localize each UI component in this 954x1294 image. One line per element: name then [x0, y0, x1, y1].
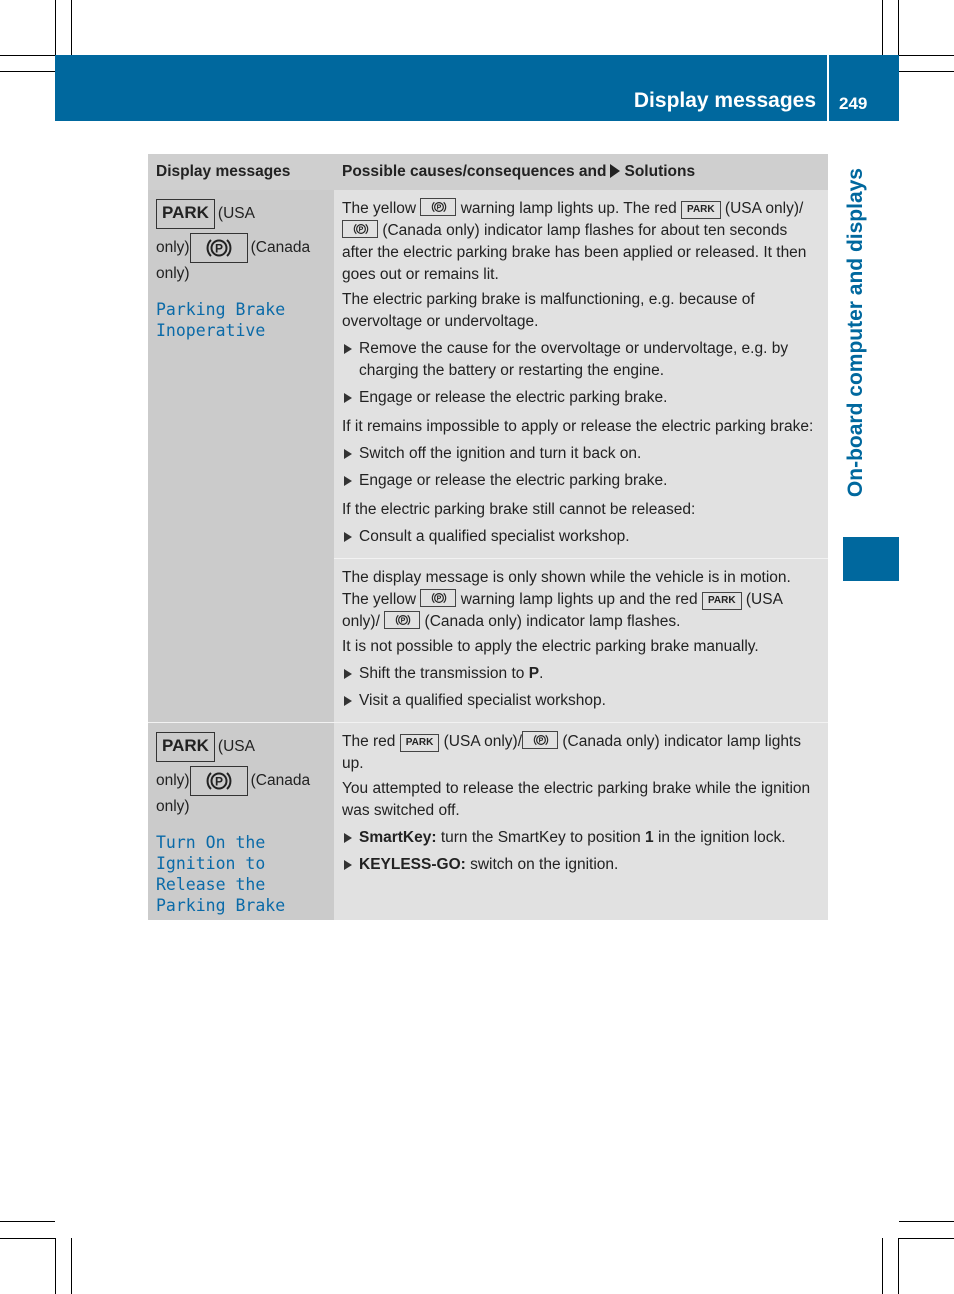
bullet-arrow-icon: [344, 449, 352, 459]
crop-mark: [71, 0, 72, 55]
crop-mark: [0, 71, 55, 72]
message-cell: [148, 723, 334, 921]
region-label: (USA: [217, 205, 255, 223]
indicator-lamps: [156, 199, 326, 229]
list-item: Remove the cause for the overvoltage or undervoltage, e.g. by charging the battery or restarting the engine.: [342, 338, 820, 382]
solution-cell: [334, 723, 828, 921]
arrow-right-icon: [610, 164, 620, 178]
svg-text:P: P: [214, 241, 223, 256]
paragraph: The red PARK (USA only)/ P (Canada only) indicator lamp lights up.: [342, 733, 801, 772]
paragraph: If it remains impossible to apply or release the electric parking brake:: [342, 418, 814, 435]
parking-brake-p-icon: [522, 731, 558, 749]
list-item: Engage or release the electric parking brake.: [342, 387, 820, 409]
svg-text:P: P: [400, 617, 406, 625]
parking-brake-p-icon: [190, 233, 248, 263]
park-indicator-icon: PARK: [156, 732, 215, 762]
indicator-lamps: [156, 732, 326, 762]
paragraph: If the electric parking brake still cannot be released:: [342, 501, 696, 518]
bullet-arrow-icon: [344, 532, 352, 542]
park-indicator-icon: PARK: [702, 592, 742, 610]
parking-brake-p-icon: [190, 766, 248, 796]
column-header-solutions: [334, 154, 828, 190]
header-text: Solutions: [624, 163, 696, 180]
parking-brake-p-icon: [420, 589, 456, 607]
bullet-arrow-icon: [344, 696, 352, 706]
region-label: (Canada: [250, 772, 311, 790]
svg-text:P: P: [437, 204, 442, 212]
display-message-text: [156, 299, 326, 341]
header-divider: [827, 55, 829, 121]
crop-mark: [55, 1238, 56, 1294]
crop-mark: [899, 1238, 954, 1239]
message-line: Ignition to: [156, 854, 266, 873]
message-cell: [148, 190, 334, 723]
bullet-arrow-icon: [344, 833, 352, 843]
paragraph: You attempted to release the electric parking brake while the ignition was switched off.: [342, 780, 811, 819]
crop-mark: [898, 1238, 899, 1294]
svg-text:P: P: [358, 226, 364, 234]
region-label: (USA: [217, 738, 255, 756]
park-indicator-icon: PARK: [156, 199, 215, 229]
crop-mark: [882, 0, 883, 55]
indicator-lamps: [156, 766, 326, 796]
bullet-arrow-icon: [344, 344, 352, 354]
region-label: only): [156, 239, 190, 257]
svg-text:P: P: [538, 737, 544, 745]
park-indicator-icon: PARK: [400, 734, 440, 752]
bullet-arrow-icon: [344, 860, 352, 870]
solution-cell: [334, 190, 828, 559]
crop-mark: [71, 1238, 72, 1294]
bullet-arrow-icon: [344, 476, 352, 486]
crop-mark: [898, 0, 899, 55]
list-item: Switch off the ignition and turn it back on.: [342, 443, 820, 465]
parking-brake-p-icon: [342, 220, 378, 238]
crop-mark: [0, 1238, 55, 1239]
chapter-side-label: [836, 168, 876, 528]
list-item: SmartKey: turn the SmartKey to position 1 in the ignition lock.: [342, 827, 820, 849]
header-text: Possible causes/consequences and: [342, 163, 607, 180]
table-row: [148, 723, 828, 921]
paragraph: The electric parking brake is malfunctioning, e.g. because of overvoltage or undervoltage.: [342, 291, 755, 330]
crop-mark: [0, 55, 55, 56]
chapter-tab: [843, 537, 899, 581]
message-line: Parking Brake: [156, 896, 286, 915]
crop-mark: [55, 0, 56, 55]
crop-mark: [0, 1221, 55, 1222]
message-line: Release the: [156, 875, 266, 894]
crop-mark: [899, 1221, 954, 1222]
display-message-text: [156, 832, 326, 916]
message-line: Turn On the: [156, 833, 266, 852]
region-label: only): [156, 772, 190, 790]
crop-mark: [899, 55, 954, 56]
paragraph: The yellow P warning lamp lights up. The red PARK (USA only)/ P (Canada only) indicator lamp flashes for about ten seconds after the electric parking brake has been applied or released. It then goes out or remains lit.: [342, 200, 807, 283]
page-header: [55, 55, 899, 121]
solution-cell: [334, 559, 828, 723]
list-item: Shift the transmission to P.: [342, 663, 820, 685]
bullet-arrow-icon: [344, 669, 352, 679]
chapter-title: On-board computer and displays: [844, 168, 867, 498]
list-item: Visit a qualified specialist workshop.: [342, 690, 820, 712]
list-item: Consult a qualified specialist workshop.: [342, 526, 820, 548]
region-label: only): [156, 798, 190, 815]
parking-brake-p-icon: [420, 198, 456, 216]
message-line: Parking Brake: [156, 300, 286, 319]
crop-mark: [882, 1238, 883, 1294]
paragraph: The display message is only shown while the vehicle is in motion. The yellow P warning lamp lights up and the red PARK (USA only)/ P (Canada only) indicator lamp flashes.: [342, 569, 791, 630]
svg-text:P: P: [437, 595, 442, 603]
bullet-arrow-icon: [344, 393, 352, 403]
table-row: [148, 190, 828, 559]
page-number: 249: [839, 94, 868, 113]
column-header-messages: Display messages: [148, 154, 334, 190]
indicator-lamps: [156, 233, 326, 263]
section-title: Display messages: [633, 89, 816, 112]
display-messages-table: [148, 154, 828, 920]
table-header-row: [148, 154, 828, 190]
list-item: Engage or release the electric parking brake.: [342, 470, 820, 492]
paragraph: It is not possible to apply the electric parking brake manually.: [342, 638, 759, 655]
crop-mark: [899, 71, 954, 72]
parking-brake-p-icon: [384, 611, 420, 629]
region-label: only): [156, 265, 190, 282]
park-indicator-icon: PARK: [681, 201, 721, 219]
list-item: KEYLESS-GO: switch on the ignition.: [342, 854, 820, 876]
svg-text:P: P: [214, 774, 223, 789]
region-label: (Canada: [250, 239, 311, 257]
message-line: Inoperative: [156, 321, 266, 340]
